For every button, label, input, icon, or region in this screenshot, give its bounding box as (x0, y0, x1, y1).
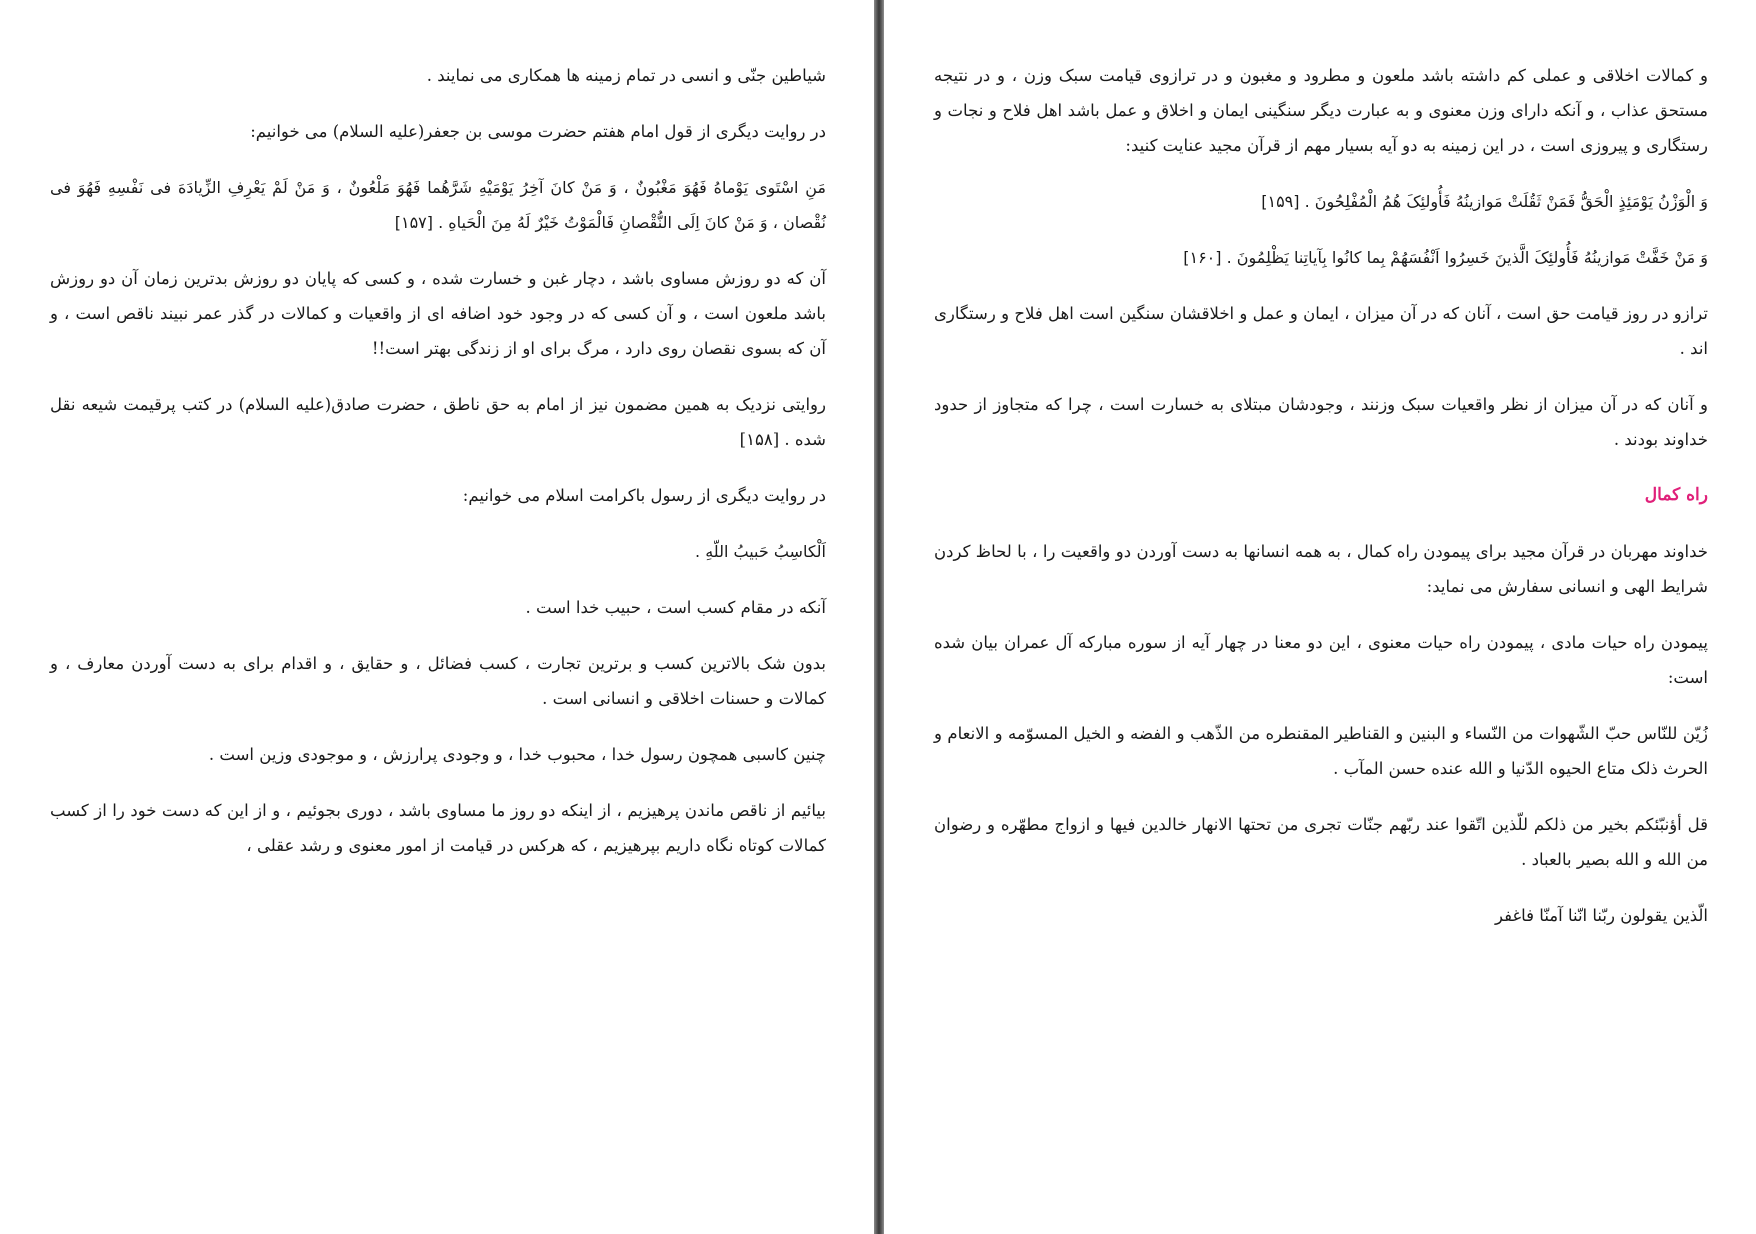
arabic-hadith: اَلْکاسِبُ حَبیبُ اللّهِ . (695, 542, 826, 561)
page-gutter (874, 0, 884, 1234)
paragraph: شیاطین جنّی و انسی در تمام زمینه ها همکاری می نمایند . (426, 66, 826, 85)
paragraph: و کمالات اخلاقی و عملی کم داشته باشد ملعون و مطرود و مغبون و در ترازوی قیامت سبک وزن ، و در نتیجه مستحق عذاب ، و آنکه دارای وزن معنوی و به عبارت دیگر سنگینی ایمان و اخلاق و عمل باشد اهل فلاح و نجات و رستگاری و پیروزی است ، در این زمینه به دو آیه بسیار مهم از قرآن مجید عنایت کنید: (934, 66, 1708, 155)
paragraph: آن که دو روزش مساوی باشد ، دچار غبن و خسارت شده ، و کسی که پایان دو روزش بدترین زمان آن دو روزش باشد ملعون است ، و آن کسی که در وجود خود اضافه ای از واقعیات و کمالات در گذر عمر نبیند ناقص است ، و آن که بسوی نقصان روی دارد ، مرگ برای او از زندگی بهتر است!! (50, 269, 826, 358)
paragraph: خداوند مهربان در قرآن مجید برای پیمودن راه کمال ، به همه انسانها به دست آوردن دو واقعیت را ، با لحاظ کردن شرایط الهی و انسانی سفارش می نماید: (934, 542, 1708, 596)
left-page (0, 0, 874, 1234)
paragraph: آنکه در مقام کسب است ، حبیب خدا است . (525, 598, 826, 617)
paragraph: و آنان که در آن میزان از نظر واقعیات سبک وزنند ، وجودشان مبتلای به خسارت است ، چرا که متجاوز از حدود خداوند بودند . (934, 395, 1708, 449)
paragraph: بدون شک بالاترین کسب و برترین تجارت ، کسب فضائل ، و حقایق ، و اقدام برای به دست آوردن معارف ، و کمالات و حسنات اخلاقی و انسانی است . (50, 654, 826, 708)
quran-verse: قل أؤنبّئکم بخیر من ذلکم للّذین اتّقوا عند ربّهم جنّات تجری من تحتها الانهار خالدین فیها و ازواج مطهّره و رضوان من الله و الله بصیر بالعباد . (934, 815, 1708, 869)
arabic-hadith: مَنِ اسْتَوی یَوْماهُ فَهُوَ مَغْبُونٌ ، وَ مَنْ کانَ آخِرُ یَوْمَیْهِ شَرَّهُما فَهُوَ مَلْعُونٌ ، وَ مَنْ لَمْ یَعْرِفِ الزِّیادَهَ فی نَفْسِهِ فَهُوَ فی نُقْصان ، وَ مَنْ کانَ اِلَی النُّقْصانِ فَالْمَوْتُ خَیْرٌ لَهُ مِنَ الْحَیاهِ . [۱۵۷] (50, 178, 826, 232)
paragraph: چنین کاسبی همچون رسول خدا ، محبوب خدا ، و وجودی پرارزش ، و موجودی وزین است . (208, 745, 826, 764)
paragraph: ترازو در روز قیامت حق است ، آنان که در آن میزان ، ایمان و عمل و اخلاقشان سنگین است اهل فلاح و رستگاری اند . (934, 304, 1708, 358)
quran-verse: وَ الْوَزْنُ یَوْمَئِذٍ الْحَقُّ فَمَنْ ثَقُلَتْ مَوازینُهُ فَأُولئِکَ هُمُ الْمُفْلِحُونَ . [۱۵۹] (1261, 192, 1708, 211)
paragraph: بیائیم از ناقص ماندن پرهیزیم ، از اینکه دو روز ما مساوی باشد ، دوری بجوئیم ، و از این که دست خود را از کسب کمالات کوتاه نگاه داریم بپرهیزیم ، که هرکس در قیامت از امور معنوی و رشد عقلی ، (50, 801, 826, 855)
paragraph: در روایت دیگری از رسول باکرامت اسلام می خوانیم: (462, 486, 826, 505)
paragraph: پیمودن راه حیات مادی ، پیمودن راه حیات معنوی ، این دو معنا در چهار آیه از سوره مبارکه آل عمران بیان شده است: (934, 633, 1708, 687)
paragraph: در روایت دیگری از قول امام هفتم حضرت موسی بن جعفر(علیه السلام) می خوانیم: (250, 122, 826, 141)
section-heading: راه کمال (1644, 485, 1708, 505)
paragraph: روایتی نزدیک به همین مضمون نیز از امام به حق ناطق ، حضرت صادق(علیه السلام) در کتب پرقیمت شیعه نقل شده . [۱۵۸] (50, 395, 826, 449)
quran-verse: وَ مَنْ خَفَّتْ مَوازینُهُ فَأُولئِکَ الَّذینَ خَسِرُوا اَنْفُسَهُمْ بِما کانُوا بِآیاتِنا یَظْلِمُونَ . [۱۶۰] (1183, 248, 1708, 267)
right-page (884, 0, 1756, 1234)
quran-verse: الّذین یقولون ربّنا انّنا آمنّا فاغفر (1495, 906, 1708, 925)
quran-verse: زُیّن للنّاس حبّ الشّهوات من النّساء و البنین و القناطیر المقنطره من الذّهب و الفضه و الخیل المسوّمه و الانعام و الحرث ذلک متاع الحیوه الدّنیا و الله عنده حسن المآب . (934, 724, 1708, 778)
